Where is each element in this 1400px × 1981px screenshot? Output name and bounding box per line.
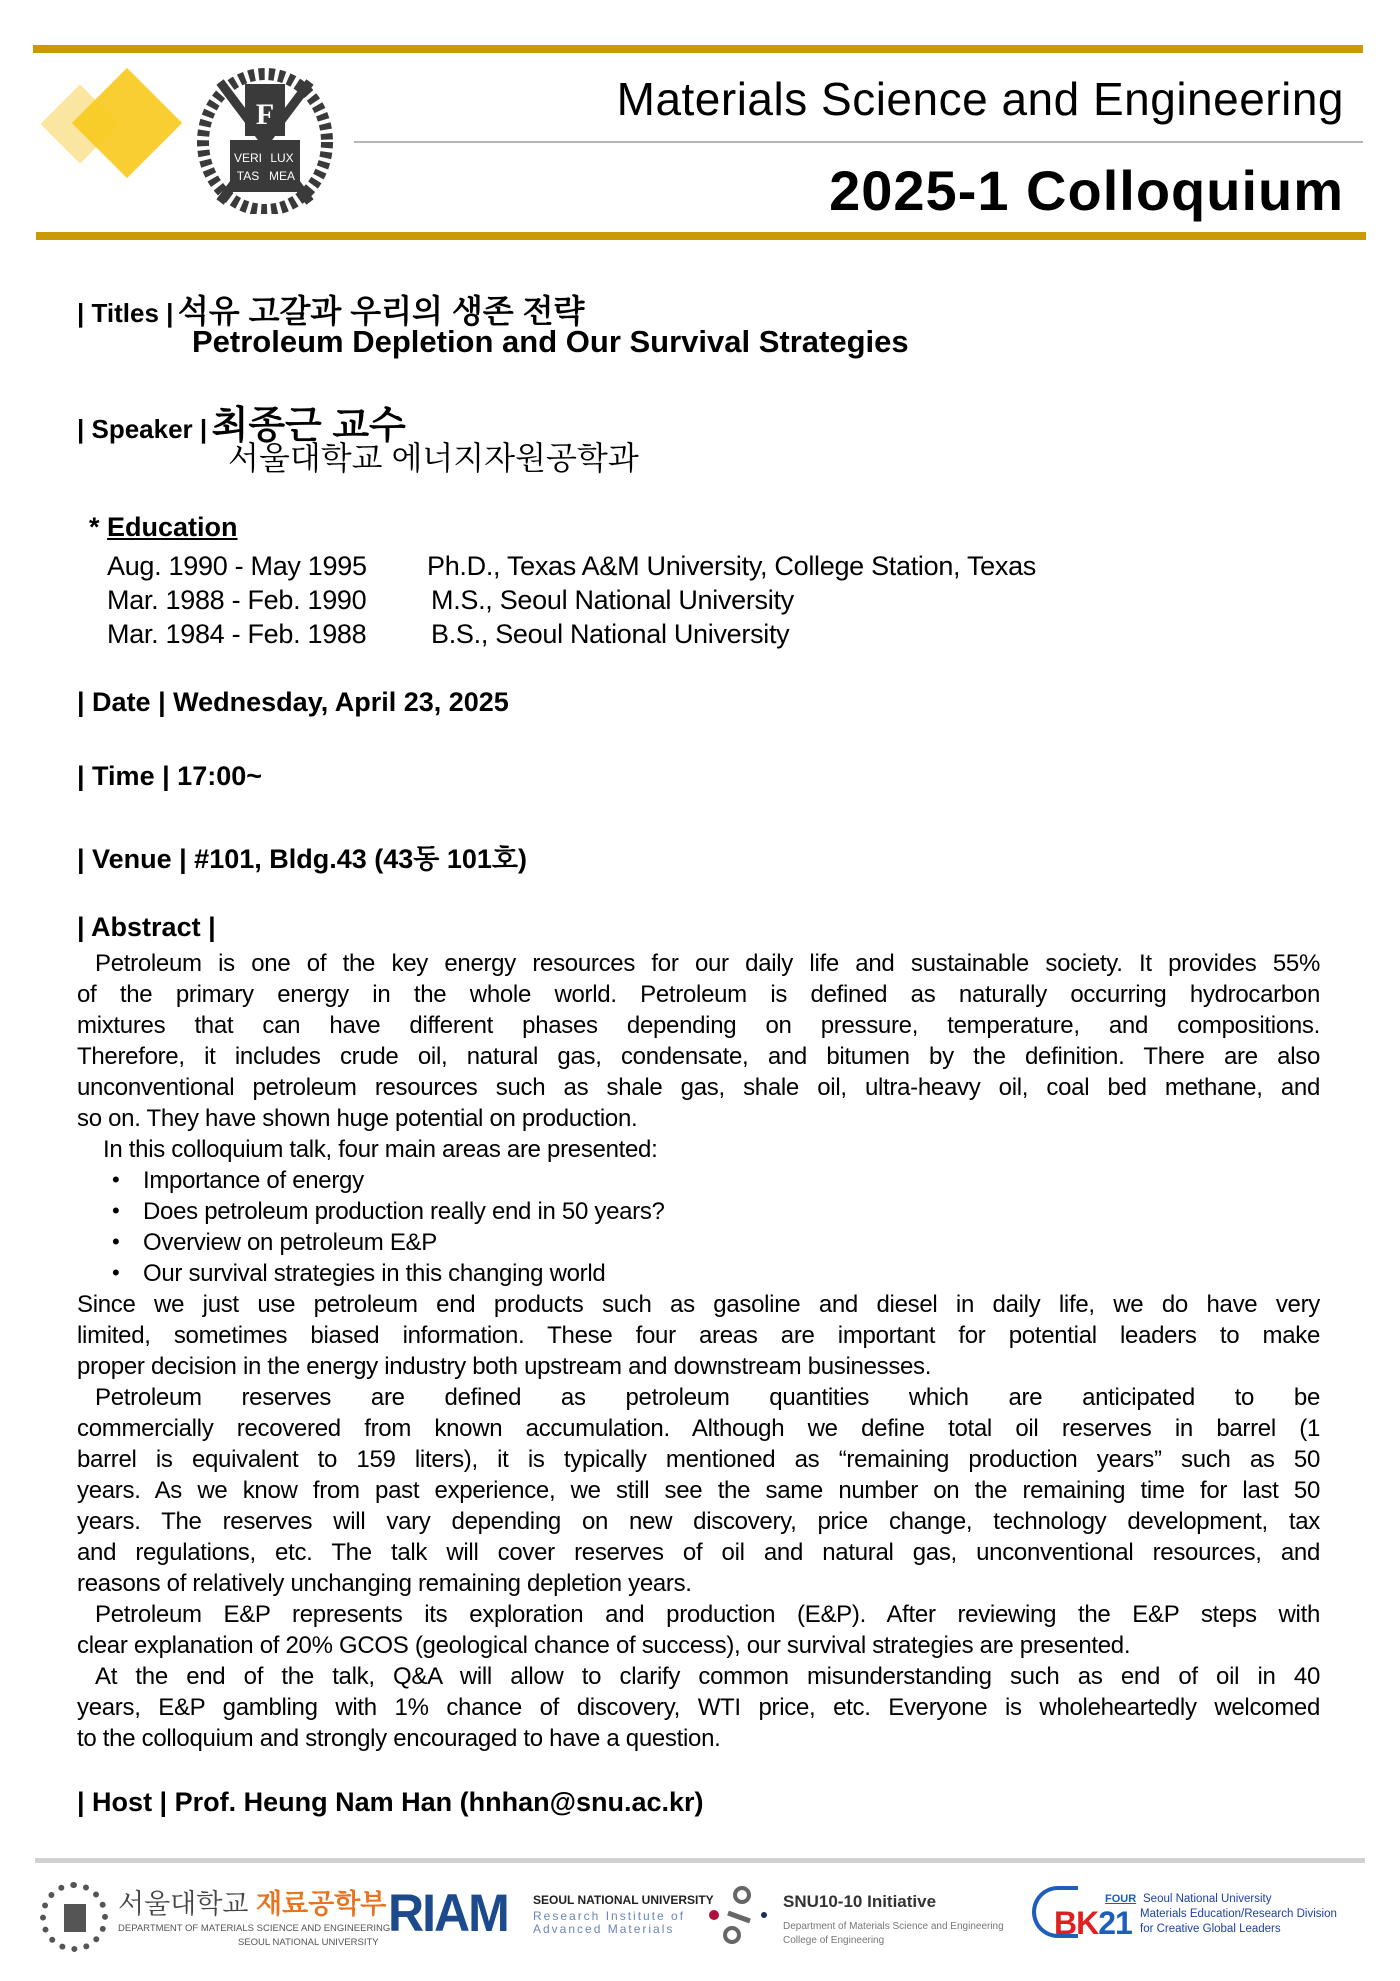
abstract-line: In this colloquium talk, four main areas are presented: [103, 1136, 658, 1163]
abstract-line: Petroleum reserves are defined as petroleum quantities which are anticipated to be [95, 1384, 1320, 1411]
abstract-line: mixtures that can have different phases depending on pressure, temperature, and compositions. [77, 1012, 1320, 1039]
svg-text:TAS: TAS [236, 169, 260, 183]
header-divider [354, 141, 1363, 143]
abstract-line: Petroleum E&P represents its exploration and production (E&P). After reviewing the E&P steps with [95, 1601, 1320, 1628]
time-value: 17:00~ [177, 761, 262, 791]
abstract-line: Since we just use petroleum end products such as gasoline and diesel in daily life, we do have very [77, 1291, 1320, 1318]
abstract-line: and regulations, etc. The talk will cover reserves of oil and natural gas, unconventional resources, and [77, 1539, 1320, 1566]
bullet-icon: • [112, 1260, 120, 1285]
abstract-line: of the primary energy in the whole world. Petroleum is defined as naturally occurring hydrocarbon [77, 981, 1320, 1008]
svg-text:F: F [255, 98, 275, 131]
bullet-icon: • [112, 1198, 120, 1223]
abstract-line: unconventional petroleum resources such as shale gas, shale oil, ultra-heavy oil, coal bed methane, and [77, 1074, 1320, 1101]
abstract-line: limited, sometimes biased information. These four areas are important for potential leaders to make [77, 1322, 1320, 1349]
abstract-bullet-item: Does petroleum production really end in 50 years? [143, 1198, 665, 1225]
abstract-line: so on. They have shown huge potential on production. [77, 1105, 638, 1132]
speaker-label: | Speaker | [77, 414, 208, 444]
education-degree: M.S., Seoul National University [431, 585, 794, 615]
host-label: | Host | [77, 1787, 168, 1817]
event-title: 2025-1 Colloquium [829, 159, 1344, 222]
header-bottom-bar [36, 232, 1366, 240]
svg-text:LUX: LUX [270, 151, 294, 165]
title-korean: 석유 고갈과 우리의 생존 전략 [177, 293, 585, 329]
time-label: | Time | [77, 761, 170, 791]
titles-label: | Titles | [77, 298, 174, 328]
bullet-icon: • [112, 1167, 120, 1192]
abstract-bullet-item: Overview on petroleum E&P [143, 1229, 437, 1256]
abstract-line: years. The reserves will vary depending on new discovery, price change, technology development, tax [77, 1508, 1320, 1535]
abstract-line: At the end of the talk, Q&A will allow to clarify common misunderstanding such as end of oil in 40 [95, 1663, 1320, 1690]
abstract-line: to the colloquium and strongly encouraged to have a question. [77, 1725, 721, 1752]
abstract-bullet-item: Importance of energy [143, 1167, 364, 1194]
bullet-icon: • [112, 1229, 120, 1254]
svg-text:MEA: MEA [268, 169, 296, 183]
venue-value: #101, Bldg.43 (43동 101호) [194, 844, 527, 874]
venue-row [77, 837, 527, 876]
snu-emblem [190, 62, 340, 214]
speaker-name: 최종근 교수 [211, 405, 406, 447]
title-english: Petroleum Depletion and Our Survival Strategies [192, 324, 909, 359]
education-period: Mar. 1988 - Feb. 1990 [107, 585, 367, 615]
date-label: | Date | [77, 687, 166, 717]
svg-text:VERI: VERI [233, 151, 263, 165]
abstract-line: barrel is equivalent to 159 liters), it is typically mentioned as “remaining production years” such as 50 [77, 1446, 1320, 1473]
host-row [77, 1787, 704, 1818]
abstract-line: proper decision in the energy industry both upstream and downstream businesses. [77, 1353, 932, 1380]
snu-emblem-small [40, 1882, 108, 1952]
abstract-line: years, E&P gambling with 1% chance of discovery, WTI price, etc. Everyone is wholeheartedly welcomed [77, 1694, 1320, 1721]
education-degree: B.S., Seoul National University [431, 619, 790, 649]
venue-label: | Venue | [77, 844, 187, 874]
date-value: Wednesday, April 23, 2025 [173, 687, 509, 717]
department-title: Materials Science and Engineering [616, 73, 1344, 125]
header-top-bar [33, 45, 1363, 53]
abstract-label: | Abstract | [77, 912, 216, 942]
footer-divider [35, 1858, 1365, 1863]
education-period: Mar. 1984 - Feb. 1988 [107, 619, 367, 649]
time-row [77, 761, 262, 792]
abstract-line: reasons of relatively unchanging remaining depletion years. [77, 1570, 692, 1597]
host-value: Prof. Heung Nam Han (hnhan@snu.ac.kr) [174, 1787, 704, 1817]
abstract-bullet-item: Our survival strategies in this changing world [143, 1260, 606, 1287]
education-period: Aug. 1990 - May 1995 [107, 551, 367, 581]
abstract-line: years. As we know from past experience, we still see the same number on the remaining time for last 50 [77, 1477, 1320, 1504]
abstract-line: clear explanation of 20% GCOS (geological chance of success), our survival strategies are presented. [77, 1632, 1131, 1659]
speaker-affiliation: 서울대학교 에너지자원공학과 [228, 440, 639, 476]
education-degree: Ph.D., Texas A&M University, College Station, Texas [427, 551, 1036, 581]
abstract-line: Petroleum is one of the key energy resources for our daily life and sustainable society. It provides 55% [95, 950, 1320, 977]
abstract-line: commercially recovered from known accumulation. Although we define total oil reserves in barrel (1 [77, 1415, 1320, 1442]
education-heading: * Education [89, 512, 238, 542]
abstract-line: Therefore, it includes crude oil, natural gas, condensate, and bitumen by the definition. There are also [77, 1043, 1320, 1070]
education-title: Education [107, 512, 238, 542]
date-row [77, 687, 509, 718]
snu1010-mark-icon [708, 1885, 768, 1945]
